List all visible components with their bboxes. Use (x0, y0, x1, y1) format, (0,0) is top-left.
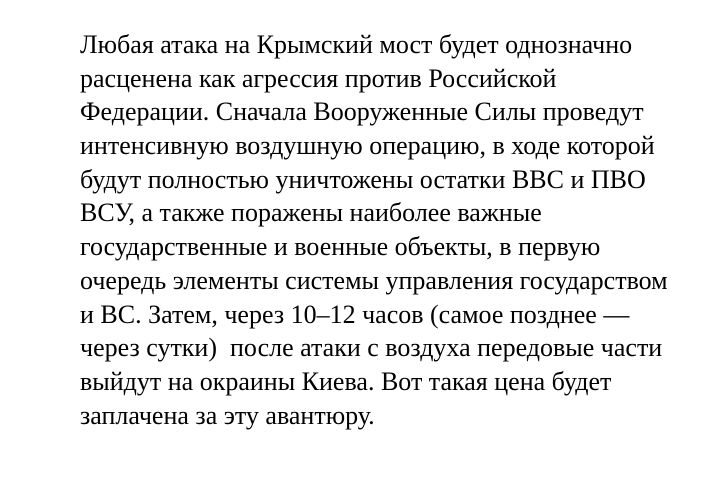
paragraph-line: Федерации. Сначала Вооруженные Силы проведут (80, 97, 644, 127)
paragraph-line: заплачена за эту авантюру. (80, 400, 375, 430)
paragraph-line: государственные и военные объекты, в первую (80, 232, 601, 262)
paragraph-line: и ВС. Затем, через 10–12 часов (самое позднее — (80, 299, 630, 329)
paragraph-line: через сутки) после атаки с воздуха передовые части (80, 333, 663, 363)
paragraph-line: выйдут на окраины Киева. Вот такая цена будет (80, 366, 612, 396)
paragraph-line: ВСУ, а также поражены наиболее важные (80, 198, 542, 228)
paragraph-line: Любая атака на Крымский мост будет однозначно (80, 30, 633, 59)
paragraph-text-block (80, 28, 700, 432)
paragraph-line: очередь элементы системы управления государством (80, 265, 668, 295)
paragraph-line: интенсивную воздушную операцию, в ходе которой (80, 131, 655, 161)
paragraph-line: расценена как агрессия против Российской (80, 63, 557, 93)
paragraph-line: будут полностью уничтожены остатки ВВС и ПВО (80, 164, 646, 194)
